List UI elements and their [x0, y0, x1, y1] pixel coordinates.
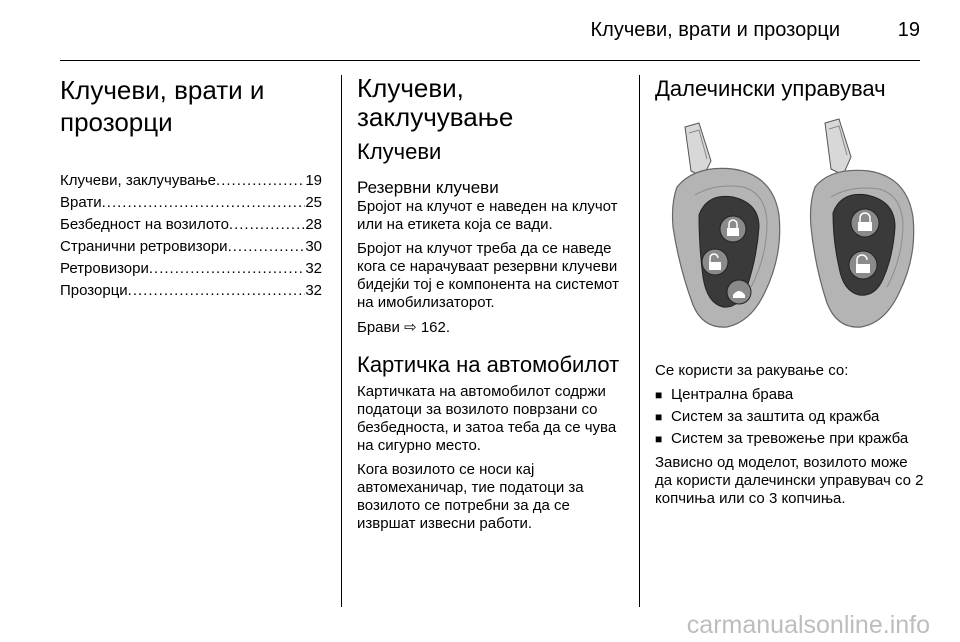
toc-entry[interactable]: Безбедност на возилото ..... 28	[60, 214, 322, 236]
right-column	[655, 74, 925, 514]
paragraph: Кога возилото се носи кај автомеханичар, тие податоци за возилото се потребни за да се извршат извесни работи.	[357, 461, 584, 532]
subsection-heading: Резервни клучеви	[357, 178, 499, 197]
toc-entry[interactable]: Ретровизори ..... 32	[60, 258, 322, 280]
paragraph: Бројот на клучот треба да се наведе кога се нарачуваат резервни клучеви бидејќи тој е компонента на системот на имобилизаторот.	[357, 240, 619, 311]
section-title: Клучеви, заклучување	[357, 73, 514, 132]
section-heading-remote: Далечински управувач	[655, 76, 886, 101]
toc-entry[interactable]: Клучеви, заклучување ..... 19	[60, 170, 322, 192]
paragraph: Бројот на клучот е наведен на клучот или на етикета која се вади.	[357, 198, 618, 233]
toc-column	[60, 74, 322, 302]
paragraph: Картичката на автомобилот содржи податоци за возилото поврзани со безбедноста, и затоа теба да се чува на сигурно место.	[357, 383, 617, 454]
toc-entry[interactable]: Странични ретровизори ..... 30	[60, 236, 322, 258]
table-of-contents	[60, 170, 322, 302]
watermark: carmanualsonline.info	[686, 611, 930, 639]
header-rule	[60, 60, 920, 61]
column-divider-2	[639, 75, 640, 607]
list-item: ■ Централна брава	[655, 386, 925, 404]
running-header-title: Клучеви, врати и прозорци	[590, 19, 840, 41]
paragraph: Се користи за ракување со:	[655, 362, 849, 379]
list-item: ■ Систем за заштита од кражба	[655, 408, 925, 426]
cross-reference[interactable]: Брави ⇨ 162.	[357, 318, 451, 336]
section-heading-keys: Клучеви	[357, 139, 442, 164]
toc-entry[interactable]: Прозорци ..... 32	[60, 280, 322, 302]
section-heading-card: Картичка на автомобилот	[357, 352, 620, 377]
middle-column	[357, 74, 625, 539]
list-item: ■ Систем за тревожење при кражба	[655, 430, 925, 448]
feature-list	[655, 386, 925, 448]
page-number: 19	[897, 19, 920, 41]
chapter-title: Клучеви, врати и прозорци	[60, 75, 265, 137]
reference-arrow-icon: ⇨	[404, 318, 417, 336]
remote-keys-illustration	[655, 117, 920, 337]
column-divider-1	[341, 75, 342, 607]
paragraph: Зависно од моделот, возилото може да користи далечински управувач со 2 копчиња или со 3 копчиња.	[655, 454, 924, 507]
toc-entry[interactable]: Врати ..... 25	[60, 192, 322, 214]
